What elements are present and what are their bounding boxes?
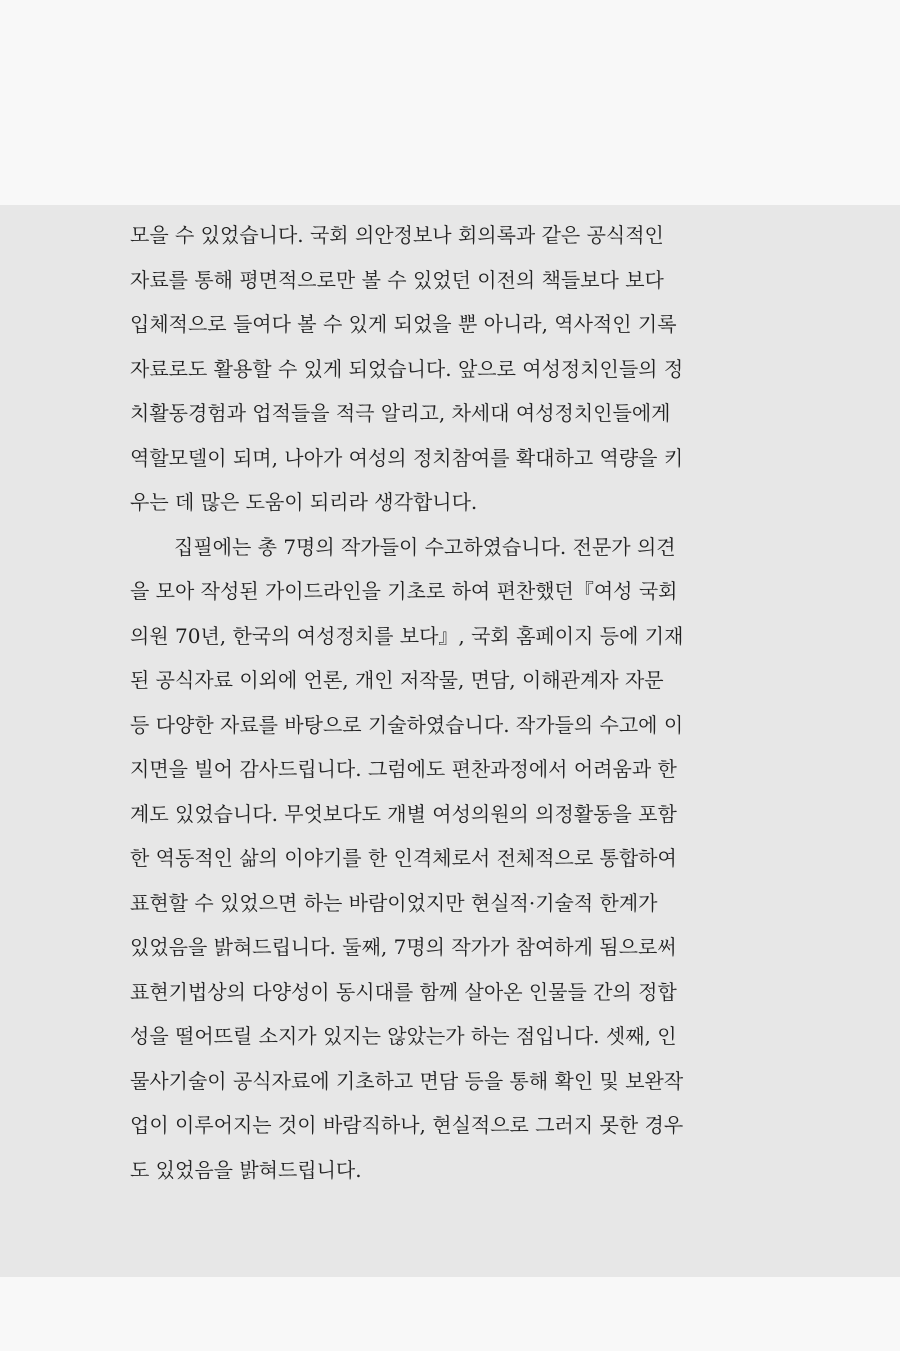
- text-line: 도 있었음을 밝혀드립니다.: [130, 1157, 362, 1182]
- text-line: 업이 이루어지는 것이 바람직하나, 현실적으로 그러지 못한 경우: [130, 1113, 684, 1137]
- text-line: 성을 떨어뜨릴 소지가 있지는 않았는가 하는 점입니다. 셋째, 인: [130, 1024, 677, 1048]
- text-line: 치활동경험과 업적들을 적극 알리고, 차세대 여성정치인들에게: [130, 401, 671, 425]
- text-line: 있었음을 밝혀드립니다. 둘째, 7명의 작가가 참여하게 됨으로써: [130, 935, 677, 959]
- text-line: 입체적으로 들여다 볼 수 있게 되었을 뿐 아니라, 역사적인 기록: [130, 312, 677, 336]
- text-line: 을 모아 작성된 가이드라인을 기초로 하여 편찬했던『여성 국회: [130, 579, 678, 603]
- top-page-margin: [0, 0, 900, 205]
- text-line: 의원 70년, 한국의 여성정치를 보다』, 국회 홈페이지 등에 기재: [130, 623, 684, 648]
- text-line: 계도 있었습니다. 무엇보다도 개별 여성의원의 의정활동을 포함: [130, 801, 677, 826]
- text-line: 자료로도 활용할 수 있게 되었습니다. 앞으로 여성정치인들의 정: [130, 356, 684, 381]
- text-line: 모을 수 있었습니다. 국회 의안정보나 회의록과 같은 공식적인: [130, 223, 664, 247]
- text-line: 표현기법상의 다양성이 동시대를 함께 살아온 인물들 간의 정합: [130, 979, 677, 1004]
- text-line: 한 역동적인 삶의 이야기를 한 인격체로서 전체적으로 통합하여: [130, 846, 677, 870]
- paragraph-first-line: 집필에는 총 7명의 작가들이 수고하였습니다. 전문가 의견: [174, 534, 676, 559]
- text-line: 된 공식자료 이외에 언론, 개인 저작물, 면담, 이해관계자 자문: [130, 668, 664, 692]
- text-line: 등 다양한 자료를 바탕으로 기술하였습니다. 작가들의 수고에 이: [130, 712, 684, 737]
- text-line: 물사기술이 공식자료에 기초하고 면담 등을 통해 확인 및 보완작: [130, 1068, 684, 1093]
- text-line: 우는 데 많은 도움이 되리라 생각합니다.: [130, 490, 478, 514]
- text-line: 역할모델이 되며, 나아가 여성의 정치참여를 확대하고 역량을 키: [130, 445, 684, 470]
- text-line: 자료를 통해 평면적으로만 볼 수 있었던 이전의 책들보다 보다: [130, 267, 664, 292]
- bottom-page-margin: [0, 1277, 900, 1351]
- text-line: 지면을 빌어 감사드립니다. 그럼에도 편찬과정에서 어려움과 한: [130, 757, 677, 781]
- text-line: 표현할 수 있었으면 하는 바람이었지만 현실적·기술적 한계가: [130, 890, 658, 915]
- document-body-text: [130, 213, 756, 1192]
